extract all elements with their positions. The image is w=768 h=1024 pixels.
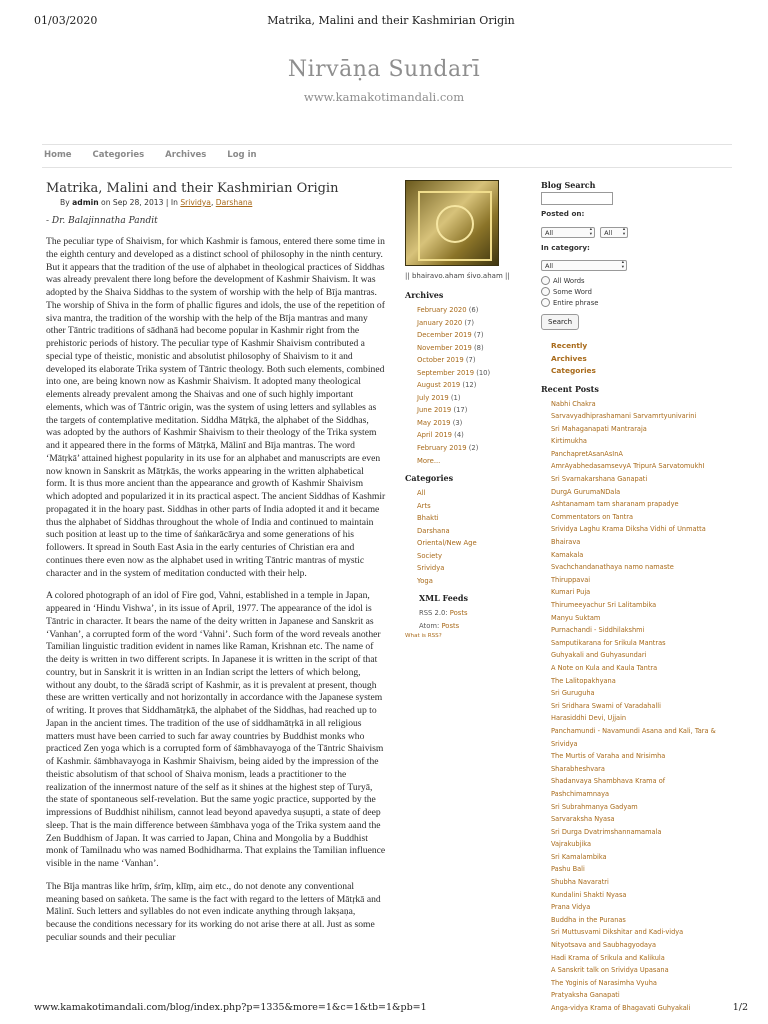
nav-login[interactable]: Log in <box>227 150 257 160</box>
sri-yantra-image <box>405 180 499 266</box>
category-darshana[interactable]: Darshana <box>417 526 450 535</box>
paragraph: A colored photograph of an idol of Fire god, Vahni, established in a temple in Japan, appeared in ‘Hindu Vishwa’, in its issue of April, 1977. The appearance of the idol is Tāntric in character. It bears the name of the deity written in Japanese and Sanskrit as ‘Vanhan’, a corrupted form of the word ‘Vahni’. Such form of the word reveals another Tamilian linguistic tradition evident in names like Raman, Krishnan etc. The name of the deity is written in two different scripts. In Japanese it is written in the script of that country, but in Sanskrit it is written in an Indian script the letters of which belong, without any doubt, to the śāradā script of Kashmir, as it is prevalent at present, though these are written vertically and not horizontally in accordance with the Japanese system of writing. It proves that Siddhamātṛkā, the alphabet of the Siddhas, had reached up to Japan in the ancient times. The tradition of the use of siddhamātṛkā in all religious matters must have been carried to such far away countries by Buddhist monks who practiced Zen yoga which is a corrupted form of śāmbhavayoga of the Tāntric Shaivism of Kashmir. śāmbhavayoga in Kashmir Shaivism, being aided by the impression of the theistic absolutism of that school of Shaiva monism, leads a practitioner to the realization of the innermost nature of the self as it shines at the highest step of Turyā, the state of spontaneous self-revelation. But the same yogic practice, supported by the impressions of Buddhist nihilism, cannot lead beyond apavedya suṣupti, a state of deep sleep. That is the main difference between śāmbhava yoga of the Trika system aand the Zen Buddhism of Japan. It was carried to Japan, China and Mongolia by a Buddhist monk of Tamilnadu who was named Bodhidharma. That explains the Tamilian influence visible in the name ‘Vanhan’. <box>46 590 386 869</box>
feed-atom: Atom: Posts <box>419 621 460 630</box>
category-select[interactable]: All ▴ ▾ <box>541 260 627 271</box>
recent-post-link[interactable]: Sharabheshvara <box>551 764 605 773</box>
archive-item[interactable]: January 2020 (7) <box>417 318 475 327</box>
search-input[interactable] <box>541 192 613 205</box>
recent-post-link[interactable]: Samputikarana for Srikula Mantras <box>551 638 666 647</box>
what-is-rss-link[interactable]: What is RSS? <box>405 633 442 640</box>
print-date: 01/03/2020 <box>34 14 98 27</box>
radio-some-word[interactable]: Some Word <box>541 287 731 296</box>
recent-post-link[interactable]: Sri Svarnakarshana Ganapati <box>551 475 648 484</box>
link-categories[interactable]: Categories <box>551 366 596 375</box>
recent-post-link[interactable]: Buddha in the Puranas <box>551 915 626 924</box>
category-all[interactable]: All <box>417 489 426 498</box>
recent-post-link[interactable]: Sri Mahaganapati Mantraraja <box>551 424 647 433</box>
search-button[interactable]: Search <box>541 314 579 330</box>
categories-list <box>417 487 535 587</box>
recent-post-link[interactable]: Panchamundi - Navamundi Asana and Kali, Tara & <box>551 726 716 735</box>
recent-post-link[interactable]: Sri Guruguha <box>551 689 595 698</box>
category-society[interactable]: Society <box>417 551 442 560</box>
nav-divider-top <box>42 144 732 145</box>
recent-post-link[interactable]: Thiruppavai <box>551 575 591 584</box>
radio-button[interactable] <box>541 287 550 296</box>
recent-post-link[interactable]: Manyu Suktam <box>551 613 601 622</box>
archives-list <box>417 304 535 467</box>
recent-post-link[interactable]: The Lalitopakhyana <box>551 676 616 685</box>
print-title: Matrika, Malini and their Kashmirian Origin <box>267 14 515 27</box>
meta-separator: , <box>210 198 214 207</box>
link-recently[interactable]: Recently <box>551 341 588 350</box>
recent-post-link[interactable]: Bhairava <box>551 538 581 547</box>
xml-feeds-heading: XML Feeds <box>419 593 468 604</box>
archive-item[interactable]: May 2019 (3) <box>417 418 463 427</box>
recent-post-link[interactable]: Harasiddhi Devi, Ujjain <box>551 714 627 723</box>
recent-post-link[interactable]: A Note on Kula and Kaula Tantra <box>551 663 658 672</box>
category-srividya[interactable]: Srividya <box>417 564 445 573</box>
archive-item[interactable]: February 2019 (2) <box>417 444 479 453</box>
post-body <box>46 236 386 955</box>
paragraph: The peculiar type of Shaivism, for which Kashmir is famous, entered there some time in the eighth century and developed as a distinct school of philosophy in the ninth century. But it appears that the tradition of the use of alphabet in theological practices of Siddhas was already prevalent there long before the development of Kashmir Shaivism. It was adopted by the Shaiva Siddhas to the system of worship with the help of Bīja mantras. The worship of Shiva in the form of phallic figures and idols, the use of the repetition of siva mantra, the tradition of the worship with the help of the Bīja mantras and many other Tāntric traditions of sādhanā had become popular in Kashmir right from the prehistoric periods of history. The peculiar type of Kashmir Shaivism contributed a special type of theistic, monistic and absolutist philosophy of Shaivism to it and developed its elaborate Trika system of Tāntric theology. Both such elements, combined into one, are being known now as Kashmir Shaivism. It adopted many theological elements already prevalent among the Shaivas and one of such highly important elements, which was of Tāntric origin, was the system of using letters and syllables as the targets of contemplative meditation. Siddha Mātṛkā, the alphabet of the Siddhas, was adopted by the authors of Kashmir Shaivism to their theology of the Trika system and it appeared there in the forms of Mātṛkā, Mālinī and Bīja mantras. The word ‘Mātṛkā’ attained highest popularity in its use for an alphabet and manuscripts are even now known in Sanskrit as Mātṛkās, the works appearing in the written alphabetical form. It is thus more ancient than the appearance and growth of Kashmir Shaivism which adopted and popularized it in its practical aspect. The ancient Siddhas of Kashmir propagated it in the hoary past. Siddhas in other parts of India adopted it and it became thus the alphabet of Siddhas throughout the whole of India and continued to maintain such position at least up to the time of śaṅkarācārya and some generations of his followers. It spread in South East Asia in the early centuries of Christian era and continues there even now as the alphabet used in writing Tāntric mantras of mystic character and in the system of meditation conducted with their help. <box>46 236 386 579</box>
site-title[interactable]: Nirvāṇa Sundarī <box>287 57 481 82</box>
archive-item[interactable]: June 2019 (17) <box>417 406 468 415</box>
recent-post-link[interactable]: Kamakala <box>551 550 584 559</box>
recent-post-link[interactable]: Kundalini Shakti Nyasa <box>551 890 627 899</box>
recent-post-link[interactable]: A Sanskrit talk on Srividya Upasana <box>551 966 669 975</box>
recent-post-link[interactable]: The Yoginis of Narasimha Vyuha <box>551 978 657 987</box>
archive-item[interactable]: October 2019 (7) <box>417 356 476 365</box>
recent-posts-list <box>551 398 731 1015</box>
recent-post-link[interactable]: Hadi Krama of Srikula and Kalikula <box>551 953 665 962</box>
meta-date: on Sep 28, 2013 | In <box>101 198 178 207</box>
recent-post-link[interactable]: DurgA GurumaNDala <box>551 487 621 496</box>
archive-item[interactable]: December 2019 (7) <box>417 331 484 340</box>
recent-post-link[interactable]: PanchapretAsanAsInA <box>551 449 623 458</box>
radio-all-words[interactable]: All Words <box>541 276 731 285</box>
recent-post-link[interactable]: Kirtimukha <box>551 437 587 446</box>
recent-post-link[interactable]: Purnachandi - Siddhilakshmi <box>551 626 645 635</box>
archive-more-link[interactable]: More... <box>417 456 441 465</box>
recent-post-link[interactable]: Pashchimamnaya <box>551 789 610 798</box>
recent-post-link[interactable]: Sarvavyadhiprashamani Sarvamrtyunivarini <box>551 412 697 421</box>
archives-heading: Archives <box>405 290 444 300</box>
archive-item[interactable]: February 2020 (6) <box>417 306 479 314</box>
quick-links <box>551 340 731 378</box>
meta-by: By <box>60 198 70 207</box>
print-header <box>34 14 748 28</box>
recent-post-link[interactable]: Shubha Navaratri <box>551 878 609 887</box>
site-url[interactable]: www.kamakotimandali.com <box>303 90 465 104</box>
posted-on-select-2[interactable]: All ▴ ▾ <box>600 227 628 238</box>
recent-post-link[interactable]: Shadanvaya Shambhava Krama of <box>551 777 666 786</box>
recent-post-link[interactable]: Prana Vidya <box>551 903 591 912</box>
nav-archives[interactable]: Archives <box>165 150 207 160</box>
recent-post-link[interactable]: Pratyaksha Ganapati <box>551 991 620 1000</box>
posted-on-select-1[interactable]: All ▴ ▾ <box>541 227 595 238</box>
recent-post-link[interactable]: Anga-vidya Krama of Bhagavati Guhyakali <box>551 1004 691 1012</box>
recent-post-link[interactable]: Sri Durga Dvatrimshannamamala <box>551 827 662 836</box>
recent-posts-heading: Recent Posts <box>541 383 599 394</box>
recent-post-link[interactable]: AmrAyabhedasamsevyA TripurA SarvatomukhI <box>551 462 705 471</box>
radio-entire-phrase[interactable]: Entire phrase <box>541 298 731 307</box>
archive-item[interactable]: July 2019 (1) <box>417 393 461 402</box>
main-nav <box>44 150 275 160</box>
recent-post-link[interactable]: Guhyakali and Guhyasundari <box>551 651 647 660</box>
recent-post-link[interactable]: Srividya <box>551 739 578 748</box>
post-byline: - Dr. Balajinnatha Pandit <box>46 216 158 226</box>
archive-item[interactable]: September 2019 (10) <box>417 368 491 377</box>
link-archives[interactable]: Archives <box>551 353 587 363</box>
posted-on-label: Posted on: <box>541 209 585 218</box>
archive-item[interactable]: November 2019 (8) <box>417 343 484 352</box>
recent-post-link[interactable]: The Murtis of Varaha and Nrisimha <box>551 752 666 761</box>
recent-post-link[interactable]: Sri Muttusvami Dikshitar and Kadi-vidya <box>551 928 684 937</box>
category-bhakti[interactable]: Bhakti <box>417 514 439 523</box>
recent-post-link[interactable]: Sri Kamalambika <box>551 852 607 861</box>
recent-post-link[interactable]: Nityotsava and Saubhagyodaya <box>551 941 656 950</box>
categories-heading: Categories <box>405 473 454 484</box>
radio-button[interactable] <box>541 276 550 285</box>
meta-author[interactable]: admin <box>72 198 99 207</box>
recent-post-link[interactable]: Sri Subrahmanya Gadyam <box>551 802 638 811</box>
recent-post-link[interactable]: Srividya Laghu Krama Diksha Vidhi of Unmatta <box>551 525 706 534</box>
meta-category-darshana[interactable]: Darshana <box>215 198 253 207</box>
print-footer <box>34 1002 748 1013</box>
in-category-label: In category: <box>541 243 590 252</box>
archive-item[interactable]: August 2019 (12) <box>417 381 477 390</box>
atom-posts-link[interactable]: Posts <box>441 621 460 630</box>
sidebar-middle <box>405 180 535 639</box>
paragraph: The Bīja mantras like hrīṃ, śrīṃ, klīṃ, aiṃ etc., do not denote any conventional meaning based on saṅketa. The same is the fact with regard to the letters of Mātṛkā and Mālinī. Such letters and syllables do not even indicate anything through lakṣaṇa, because the conditions necessary for its working do not arise there at all. Just as some peculiar sounds and their peculiar <box>46 880 381 943</box>
rss-posts-link[interactable]: Posts <box>449 609 468 618</box>
feeds-list <box>405 607 535 632</box>
meta-category-srividya[interactable]: Srividya <box>180 198 211 207</box>
sidebar-right <box>541 180 731 1015</box>
image-caption: || bhairavo.aham śivo.aham || <box>405 272 510 280</box>
recent-post-link[interactable]: Svachchandanathaya namo namaste <box>551 563 674 572</box>
category-oriental[interactable]: Oriental/New Age <box>417 539 477 548</box>
footer-url: www.kamakotimandali.com/blog/index.php?p=1335&more=1&c=1&tb=1&pb=1 <box>34 1002 427 1013</box>
category-arts[interactable]: Arts <box>417 501 431 510</box>
archive-item[interactable]: April 2019 (4) <box>417 431 464 440</box>
recent-post-link[interactable]: Ashtanamam tam sharanam prapadye <box>551 500 679 509</box>
recent-post-link[interactable]: Sarvaraksha Nyasa <box>551 815 615 824</box>
nav-categories[interactable]: Categories <box>92 150 145 160</box>
recent-post-link[interactable]: Nabhi Chakra <box>551 399 596 408</box>
recent-post-link[interactable]: Commentators on Tantra <box>551 512 634 521</box>
recent-post-link[interactable]: Sri Sridhara Swami of Varadahalli <box>551 701 661 710</box>
page-number: 1/2 <box>732 1002 748 1013</box>
recent-post-link[interactable]: Pashu Bali <box>551 865 585 874</box>
post-title[interactable]: Matrika, Malini and their Kashmirian Origin <box>46 181 339 196</box>
nav-divider-bottom <box>42 167 732 168</box>
post-meta <box>60 198 252 207</box>
nav-home[interactable]: Home <box>44 150 72 160</box>
category-yoga[interactable]: Yoga <box>417 576 433 585</box>
recent-post-link[interactable]: Kumari Puja <box>551 588 591 597</box>
blog-search-heading: Blog Search <box>541 180 596 190</box>
radio-button[interactable] <box>541 298 550 307</box>
feed-rss: RSS 2.0: Posts <box>419 609 468 618</box>
recent-post-link[interactable]: Vajrakubjika <box>551 840 592 849</box>
recent-post-link[interactable]: Thirumeeyachur Sri Lalitambika <box>551 601 657 609</box>
